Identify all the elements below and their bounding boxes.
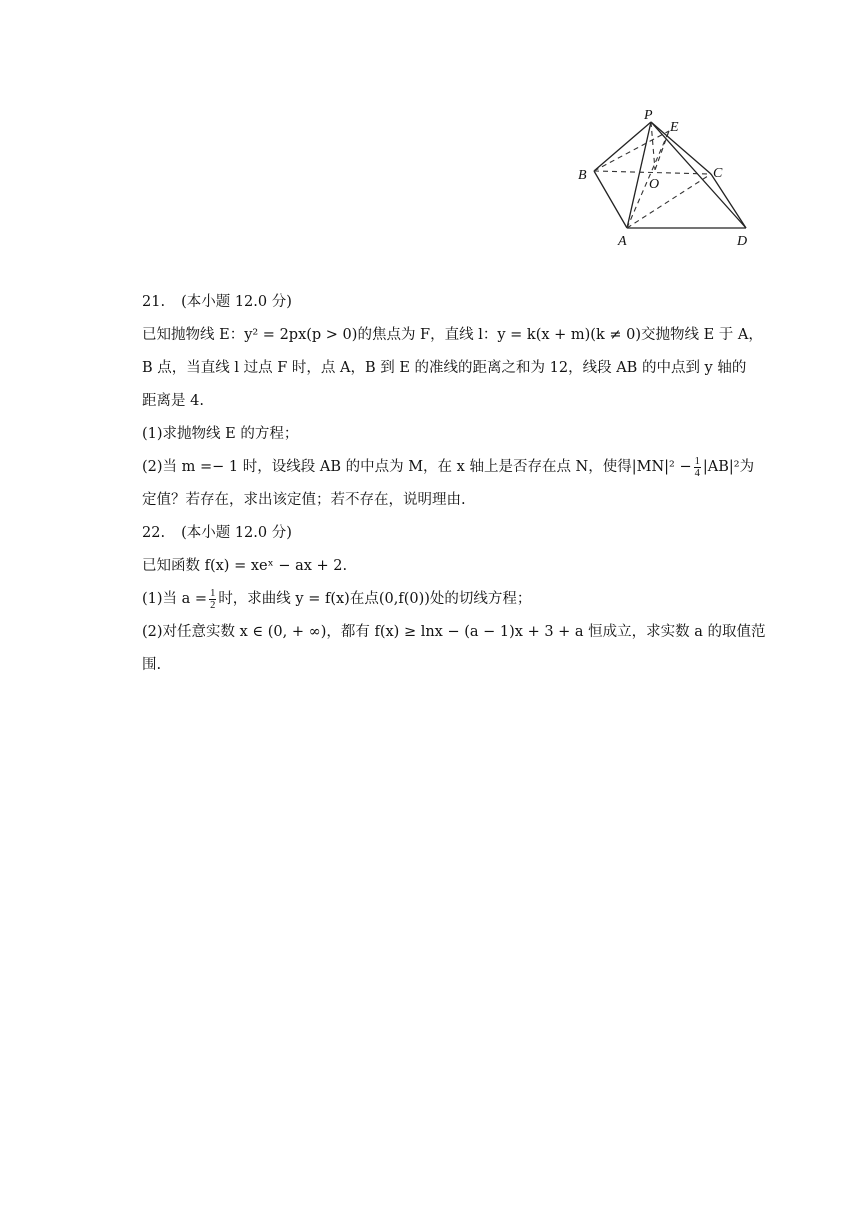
q21-number: 21. <box>142 294 166 310</box>
q21-part2-line2: 定值？若存在，求出该定值；若不存在，说明理由. <box>142 492 466 508</box>
edge-BA <box>594 171 627 228</box>
document-body <box>142 288 766 684</box>
q21-stem-line3: 距离是 4. <box>142 393 204 409</box>
label-O: O <box>649 177 660 192</box>
q21-stem-line1: 已知抛物线 E：y² = 2px(p > 0)的焦点为 F，直线 l：y = k(x + m)(k ≠ 0)交抛物线 E 于 A， <box>142 327 763 343</box>
edge-AC <box>627 174 711 228</box>
q21-part2-text-a: (2)当 m =− 1 时，设线段 AB 的中点为 M，在 x 轴上是否存在点 N，使得|MN|² − <box>142 459 692 475</box>
q21-frac-den: 4 <box>694 467 700 479</box>
q21-score: (本小题 12.0 分) <box>181 294 292 310</box>
q22-part2-line2: 围. <box>142 657 162 673</box>
q22-stem: 已知函数 f(x) = xeˣ − ax + 2. <box>142 558 348 574</box>
pyramid-diagram <box>574 104 760 254</box>
q22-part1 <box>142 585 762 613</box>
q22-number: 22. <box>142 525 166 541</box>
edge-BE <box>594 131 669 171</box>
label-D: D <box>737 234 748 249</box>
label-A: A <box>618 234 627 249</box>
q21-part2-text-b: |AB|²为 <box>702 459 755 475</box>
edge-PC <box>651 122 711 174</box>
pyramid-figure <box>574 104 760 254</box>
q22-frac-den: 2 <box>210 599 216 611</box>
edge-PD <box>651 122 746 228</box>
q21-part1: (1)求抛物线 E 的方程； <box>142 426 299 442</box>
edge-PB <box>594 122 651 171</box>
q21-frac-num: 1 <box>694 455 700 467</box>
q22-part1-text-a: (1)当 a = <box>142 591 208 607</box>
label-C: C <box>713 166 723 181</box>
q22-score: (本小题 12.0 分) <box>181 525 292 541</box>
q22-header <box>142 519 762 547</box>
edge-BC <box>594 171 711 174</box>
q22-fraction <box>209 588 216 611</box>
q21-part2-line1 <box>142 453 762 481</box>
q21-stem-line2: B 点，当直线 l 过点 F 时，点 A，B 到 E 的准线的距离之和为 12，线段 AB 的中点到 y 轴的 <box>142 360 747 376</box>
q22-frac-num: 1 <box>210 587 216 599</box>
q21-header <box>142 288 762 316</box>
edge-PO <box>651 122 655 170</box>
label-B: B <box>578 168 587 183</box>
q22-part1-text-b: 时，求曲线 y = f(x)在点(0,f(0))处的切线方程； <box>218 591 532 607</box>
edge-PA <box>627 122 651 228</box>
q22-part2-line1: (2)对任意实数 x ∈ (0, + ∞)，都有 f(x) ≥ lnx − (a − 1)x + 3 + a 恒成立，求实数 a 的取值范 <box>142 624 766 640</box>
label-P: P <box>644 108 653 123</box>
edge-AE <box>627 131 669 228</box>
label-E: E <box>670 120 679 135</box>
q21-fraction <box>694 456 701 479</box>
edge-CD <box>711 174 746 228</box>
